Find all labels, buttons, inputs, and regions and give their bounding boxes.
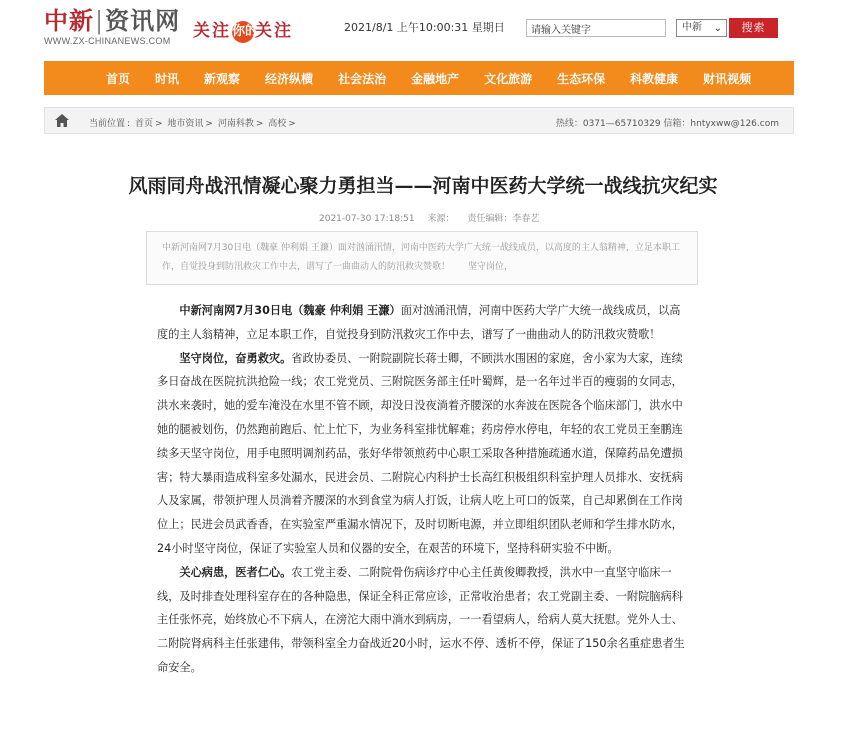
breadcrumb bbox=[89, 116, 298, 129]
logo-separator: | bbox=[95, 7, 105, 35]
article-summary: 中新河南网7月30日电（魏豪 仲利娟 王濂）面对汹涌汛情，河南中医药大学广大统一战线成员，以高度的主人翁精神，立足本职工作，自觉投身到防汛救灾工作中去，谱写了一曲曲动人的防汛救灾赞歌！ 坚守岗位， bbox=[146, 231, 698, 285]
contact-hotline: 热线：0371—65710329 信箱：hntyxww@126.com bbox=[555, 119, 779, 129]
breadcrumb-sep: > bbox=[255, 119, 264, 129]
paragraph-text: 农工党主委、二附院骨伤病诊疗中心主任黄俊卿教授，洪水中一直坚守临床一线，及时排查处理科室存在的各种隐患，保证全科正常应诊，正常收治患者；农工党副主委、一附院脑病科主任张怀亮，始终放心不下病人，在滂沱大雨中淌水到病房，一一看望病人，给病人莫大抚慰。党外人士、二附院肾病科主任张建伟，带领科室全力奋战近20小时，运水不停、透析不停，保证了150余名重症患者生命安全。 bbox=[157, 565, 685, 674]
breadcrumb-sep: > bbox=[154, 119, 163, 129]
article-source: 来源： bbox=[427, 214, 455, 224]
article-title: 风雨同舟战汛情凝心聚力勇担当——河南中医药大学统一战线抗灾纪实 bbox=[128, 175, 718, 197]
search-scope-select[interactable] bbox=[676, 19, 727, 37]
paragraph-lead: 坚守岗位，奋勇救灾。 bbox=[179, 351, 292, 365]
article-editor: 责任编辑：李春艺 bbox=[467, 214, 540, 224]
breadcrumb-item-home[interactable]: 首页 bbox=[134, 119, 153, 129]
paragraph-text: 面对汹涌汛情，河南中医药大学广大统一战线成员，以高度的主人翁精神，立足本职工作，自觉投身到防汛救灾工作中去，谱写了一曲曲动人的防汛救灾赞歌！ bbox=[157, 304, 681, 341]
paragraph bbox=[157, 561, 691, 680]
nav-item-science-health[interactable]: 科教健康 bbox=[630, 71, 679, 86]
nav-item-economy[interactable]: 经济纵横 bbox=[265, 71, 314, 86]
article-date: 2021-07-30 17:18:51 bbox=[319, 214, 415, 224]
site-logo[interactable] bbox=[44, 8, 180, 46]
nav-item-home[interactable]: 首页 bbox=[106, 71, 131, 86]
slogan-left: 关注 bbox=[193, 21, 231, 41]
article-meta bbox=[319, 211, 549, 224]
chevron-down-icon: ⌄ bbox=[713, 23, 722, 34]
logo-text-zixunwang: 资讯网 bbox=[105, 6, 181, 35]
nav-item-news[interactable]: 时讯 bbox=[155, 71, 180, 86]
paragraph-lead: 关心病患，医者仁心。 bbox=[179, 565, 292, 579]
site-header bbox=[0, 0, 846, 58]
search-scope-value: 中新 bbox=[682, 22, 702, 33]
logo-text-zhongxin: 中新 bbox=[44, 6, 94, 35]
breadcrumb-item-local[interactable]: 地市资讯 bbox=[167, 119, 204, 129]
paragraph-text: 省政协委员、一附院副院长蒋士卿，不顾洪水围困的家庭，舍小家为大家，连续多日奋战在医院抗洪抢险一线；农工党党员、三附院医务部主任叶蜀辉，是一名年过半百的瘦弱的女同志，洪水来袭时，她的爱车淹没在水里不管不顾，却没日没夜淌着齐腰深的水奔波在医院各个临床部门，洪水中她的腿被划伤，仍然跑前跑后、忙上忙下，为业务科室排忧解难；药房停水停电，年轻的农工党员王奎鹏连续多天坚守岗位，用手电照明调剂药品，张好华带领煎药中心职工采取各种措施疏通水道，保障药品免遭损害；特大暴雨造成科室多处漏水，民进会员、二附院心内科护士长高红积极组织科室护理人员排水、安抚病人及家属，带领护理人员淌着齐腰深的水到食堂为病人打饭，让病人吃上可口的饭菜，自己却累倒在工作岗位上；民进会员武香香，在实验室严重漏水情况下，及时切断电源，并立即组织团队老师和学生排水防水，24小时坚守岗位，保证了实验室人员和仪器的安全，在艰苦的环境下，坚持科研实验不中断。 bbox=[157, 351, 683, 555]
current-datetime: 2021/8/1 上午10:00:31 星期日 bbox=[344, 21, 505, 34]
nav-item-observation[interactable]: 新观察 bbox=[204, 71, 241, 86]
breadcrumb-bar bbox=[44, 107, 794, 134]
search-input[interactable] bbox=[526, 19, 666, 37]
nav-item-culture-travel[interactable]: 文化旅游 bbox=[484, 71, 533, 86]
breadcrumb-item-university[interactable]: 高校 bbox=[268, 119, 287, 129]
nav-item-society-law[interactable]: 社会法治 bbox=[338, 71, 387, 86]
nav-item-finance-video[interactable]: 财讯视频 bbox=[703, 71, 752, 86]
article-body bbox=[157, 299, 691, 680]
breadcrumb-label: 当前位置 bbox=[89, 119, 126, 129]
breadcrumb-sep: : bbox=[127, 119, 131, 129]
breadcrumb-sep: > bbox=[205, 119, 213, 129]
paragraph bbox=[157, 347, 691, 561]
paragraph bbox=[157, 299, 691, 347]
nav-item-ecology[interactable]: 生态环保 bbox=[557, 71, 606, 86]
breadcrumb-sep: > bbox=[288, 119, 296, 129]
breadcrumb-item-henan-edu[interactable]: 河南科教 bbox=[217, 119, 254, 129]
slogan-badge: 你的 bbox=[232, 21, 254, 43]
slogan bbox=[193, 16, 293, 43]
paragraph-lead: 中新河南网7月30日电（魏豪 仲利娟 王濂） bbox=[179, 304, 401, 317]
slogan-right: 关注 bbox=[255, 21, 293, 41]
search-button[interactable]: 搜索 bbox=[729, 18, 778, 38]
home-icon[interactable] bbox=[54, 113, 70, 128]
logo-url: WWW.ZX-CHINANEWS.COM bbox=[44, 36, 171, 46]
nav-item-finance-realestate[interactable]: 金融地产 bbox=[411, 71, 460, 86]
main-nav bbox=[44, 61, 794, 95]
